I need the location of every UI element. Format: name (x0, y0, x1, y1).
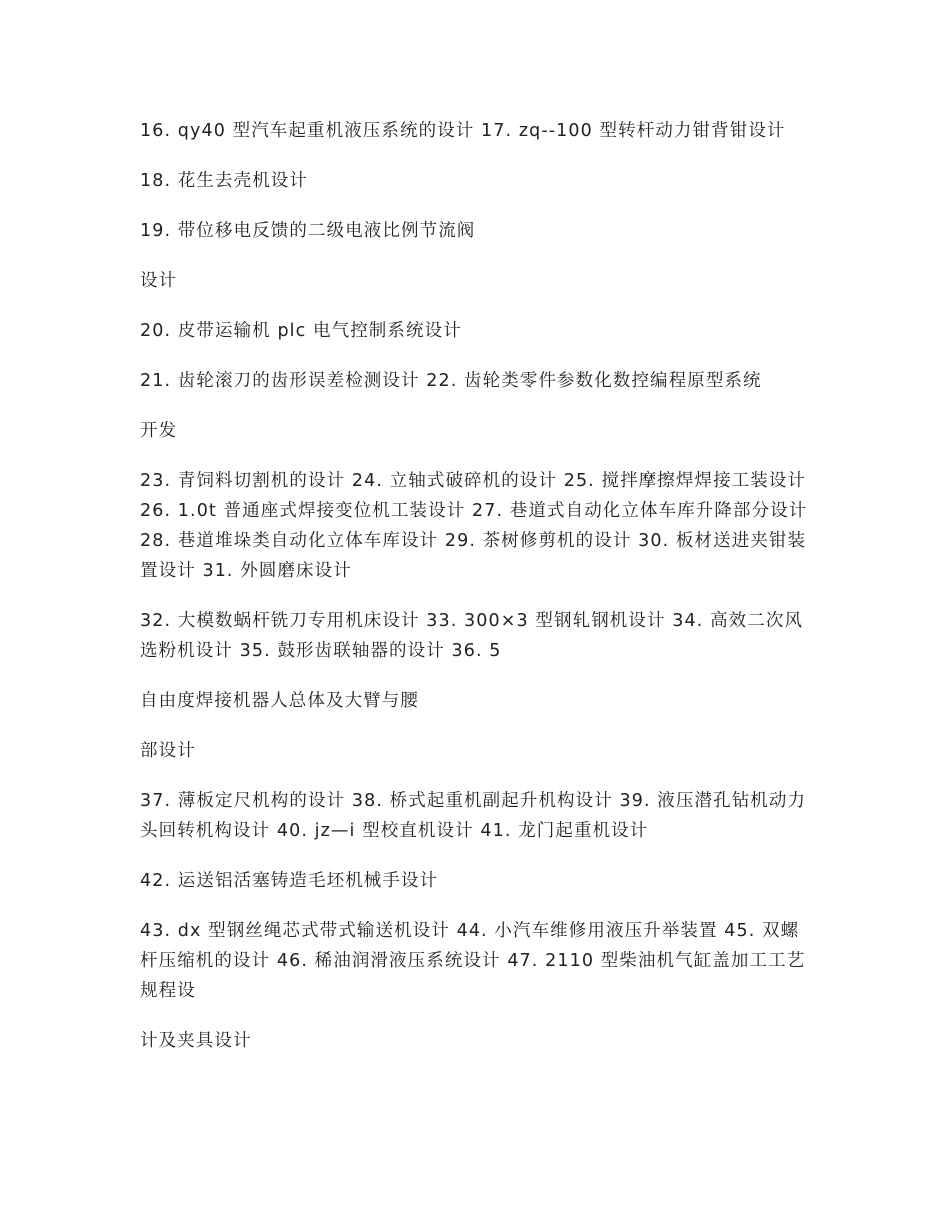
paragraph-14: 43. dx 型钢丝绳芯式带式输送机设计 44. 小汽车维修用液压升举装置 45. 双螺杆压缩机的设计 46. 稀油润滑液压系统设计 47. 2110 型柴油机气缸盖加工工艺规程设 (140, 921, 806, 1001)
paragraph-6: 21. 齿轮滚刀的齿形误差检测设计 22. 齿轮类零件参数化数控编程原型系统 (140, 371, 762, 391)
paragraph-10: 自由度焊接机器人总体及大臂与腰 (140, 691, 419, 711)
paragraph-9: 32. 大模数蜗杆铣刀专用机床设计 33. 300×3 型钢轧钢机设计 34. 高效二次风选粉机设计 35. 鼓形齿联轴器的设计 36. 5 (140, 611, 804, 661)
paragraph-4: 设计 (140, 271, 178, 291)
paragraph-13: 42. 运送铝活塞铸造毛坯机械手设计 (140, 871, 439, 891)
paragraph-3: 19. 带位移电反馈的二级电液比例节流阀 (140, 221, 476, 241)
paragraph-5: 20. 皮带运输机 plc 电气控制系统设计 (140, 321, 462, 341)
paragraph-8: 23. 青饲料切割机的设计 24. 立轴式破碎机的设计 25. 搅拌摩擦焊焊接工装设计 26. 1.0t 普通座式焊接变位机工装设计 27. 巷道式自动化立体车库升降部分设计 28. 巷道堆垛类自动化立体车库设计 29. 茶树修剪机的设计 30. 板材送进夹钳装置设计 31. 外圆磨床设计 (140, 471, 808, 581)
paragraph-1: 16. qy40 型汽车起重机液压系统的设计 17. zq--100 型转杆动力钳背钳设计 (140, 121, 786, 141)
document-body (140, 116, 812, 1076)
paragraph-12: 37. 薄板定尺机构的设计 38. 桥式起重机副起升机构设计 39. 液压潜孔钻机动力头回转机构设计 40. jz—i 型校直机设计 41. 龙门起重机设计 (140, 791, 807, 841)
paragraph-2: 18. 花生去壳机设计 (140, 171, 308, 191)
paragraph-15: 计及夹具设计 (140, 1031, 252, 1051)
paragraph-11: 部设计 (140, 741, 196, 761)
paragraph-7: 开发 (140, 421, 178, 441)
